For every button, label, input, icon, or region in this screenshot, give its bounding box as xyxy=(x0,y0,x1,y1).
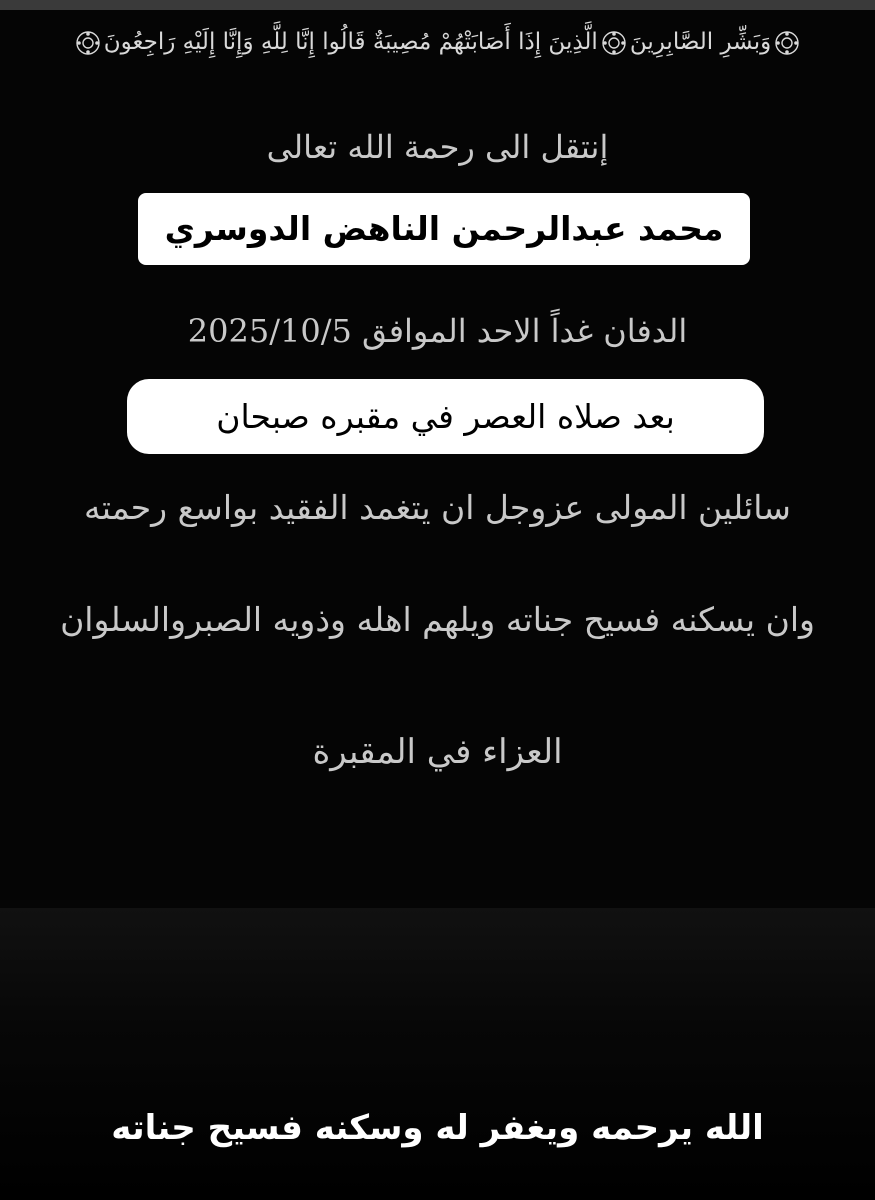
supplication-line-2: وان يسكنه فسيح جناته ويلهم اهله وذويه الصبروالسلوان xyxy=(60,600,815,639)
deceased-name-banner: محمد عبدالرحمن الناهض الدوسري xyxy=(138,193,750,265)
caption-text: الله يرحمه ويغفر له وسكنه فسيح جناته xyxy=(111,1108,764,1148)
caption-area xyxy=(0,908,875,1200)
floral-ornament-icon xyxy=(774,30,800,56)
top-edge-strip xyxy=(0,0,875,10)
supplication-line-1: سائلين المولى عزوجل ان يتغمد الفقيد بواسع رحمته xyxy=(84,488,791,527)
verse-part-1: وَبَشِّرِ الصَّابِرِينَ xyxy=(629,29,772,55)
floral-ornament-icon xyxy=(75,30,101,56)
floral-ornament-icon xyxy=(601,30,627,56)
prayer-time-place-banner: بعد صلاه العصر في مقبره صبحان xyxy=(127,379,764,454)
burial-date-line: الدفان غداً الاحد الموافق 2025/10/5 xyxy=(187,312,688,350)
quran-verse-header xyxy=(50,14,825,70)
passed-away-intro: إنتقل الى رحمة الله تعالى xyxy=(266,128,609,166)
condolence-place: العزاء في المقبرة xyxy=(312,732,563,772)
verse-part-2: الَّذِينَ إِذَا أَصَابَتْهُمْ مُصِيبَةٌ قَالُوا إِنَّا لِلَّهِ وَإِنَّا إِلَيْهِ رَاجِعُونَ xyxy=(103,29,598,55)
